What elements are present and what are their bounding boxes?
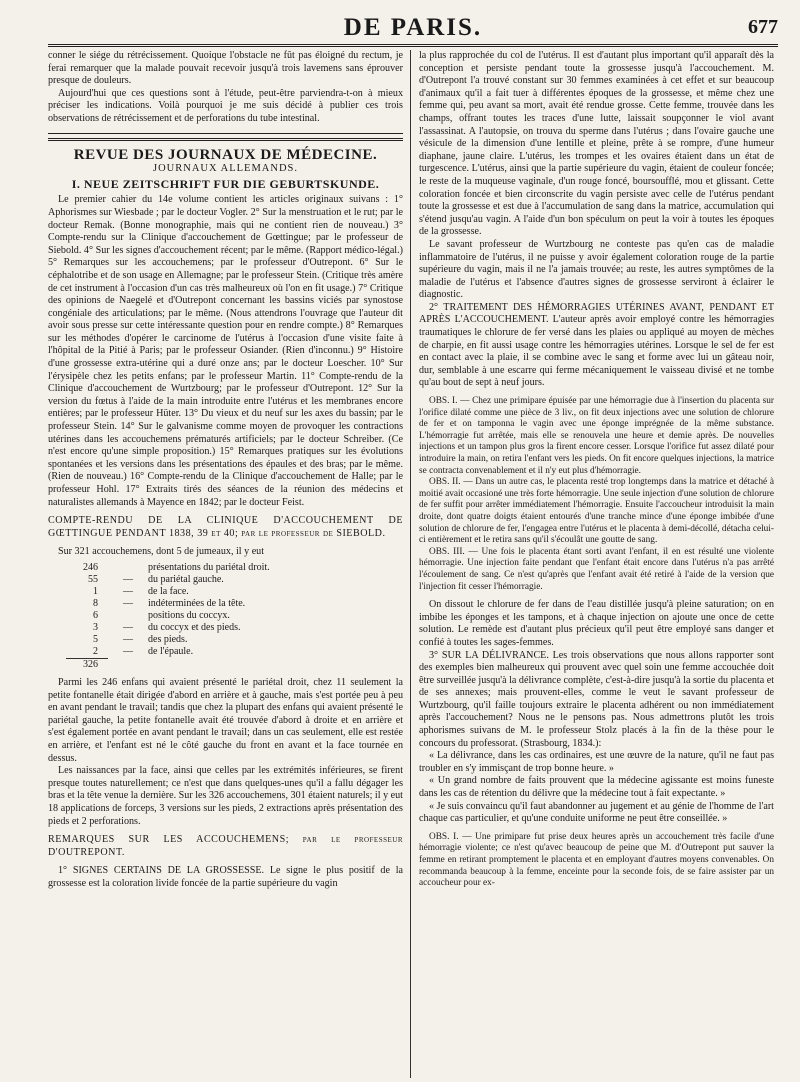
iron-chloride-paragraph: On dissout le chlorure de fer dans de l'eau distillée jusqu'à pleine saturation; on en imbibe les éponges et les tampons, et à chaque injection on ajoute une once de cette solution. Le remède est d'autant plus précieux qu'il peut être employé sans danger et confié à toutes les sages-femmes. (419, 599, 774, 648)
presentation-statistics (66, 562, 403, 671)
stat-row: 1 — de la face. (93, 585, 189, 597)
page-title: DE PARIS. (343, 14, 483, 41)
section-double-divider (48, 138, 403, 141)
aphorism-1: « La délivrance, dans les cas ordinaires, est une œuvre de la nature, qu'il ne faut pas troubler en s'y immisçant de trop bonne heure. » (419, 750, 774, 774)
review-subtitle: JOURNAUX ALLEMANDS. (152, 163, 298, 175)
article-columns (48, 50, 778, 1078)
fontanelle-paragraph: Parmi les 246 enfans qui avaient présenté le pariétal droit, chez 11 seulement la petite fontanelle était dirigée d'abord en arrière et à gauche, mais s'est portée peu à peu en avant pendant le travail; tandis que chez la plupart des enfans qui avaient présenté le pariétal gauche, la petite fontanelle avait été trouvée d'abord à droite et en arrière et s'est également portée en avant pendant le travail; dans un cas seulement, elle est restée en arrière, et l'enfant est né le côté gauche du front en avant et la face tournée en dessus. (48, 676, 403, 764)
stat-row: 5 — des pieds. (93, 633, 188, 645)
aphorism-3: « Je suis convaincu qu'il faut abandonner au jugement et au génie de l'homme de l'art chaque cas particulier, et qu'une conduite uniforme ne peut être conseillée. » (419, 800, 774, 825)
right-column (410, 50, 774, 1078)
remarks-heading: REMARQUES SUR LES ACCOUCHEMENS; par le professeur D'OUTREPONT. (48, 834, 403, 858)
stat-row: 246 présentations du pariétal droit. (83, 561, 270, 573)
section-divider (48, 133, 403, 134)
review-title: REVUE DES JOURNAUX DE MÉDECINE. (73, 146, 378, 163)
observation-3: OBS. III. — Une fois le placenta étant sorti avant l'enfant, il en est résulté une violente hémorragie. Une injection faite pendant que l'enfant était encore dans l'utérus n'a pas arrêté l'écoulement de sang. Ce n'est qu'après que l'enfant avait été retiré à l'aide de la version que l'injection fit cesser l'hémorragie. (419, 546, 774, 592)
births-paragraph: Les naissances par la face, ainsi que celles par les extrémités inférieures, se firent presque toutes naturellement; ce n'est que dans quelques-unes qu'il a fallu dégager les bras et la tête venue la dernière. Sur les 326 accouchemens, 301 étaient naturels; il y eut 18 applications de forceps, 3 versions sur les pieds, 2 extractions après présentation des pieds et 2 perforations. (48, 765, 403, 827)
hemorrhage-treatment-paragraph: 2° TRAITEMENT DES HÉMORRAGIES UTÉRINES AVANT, PENDANT ET APRÈS L'ACCOUCHEMENT. L'auteur après avoir employé contre les hémorragies traumatiques le chlorure de fer versé dans les plaies ou appliqué au moyen de mèches de charpie, en fit aussi usage contre les hémorragies utérines. Lorsque le sel de fer est en contact avec la plaie, il se combine avec le sang et forme avec lui un gâteau noir, dur, semblable à une escarre qui ferme mécaniquement le vaisseau divisé et ne tombe qu'au bout de sept à neuf jours. (419, 301, 774, 389)
diagnosis-paragraph: Le savant professeur de Wurtzbourg ne conteste pas qu'en cas de maladie inflammatoire de l'utérus, il ne puisse y avoir également coloration rouge de la partie supérieure du vagin, mais il ne l'a jamais trouvée; au reste, les autres symptômes de la maladie de l'utérus et l'absence d'autres signes de grossesse serviront à éclairer le diagnostic. (419, 238, 774, 301)
intro-paragraph-2: Aujourd'hui que ces questions sont à l'étude, peut-être parviendra-t-on à mieux préciser les indications. Voilà pourquoi je me suis décidé à publier ces trois observations de rétrécissement et de perforations du tube intestinal. (48, 87, 403, 124)
stats-intro: Sur 321 accouchemens, dont 5 de jumeaux, il y eut (58, 546, 265, 558)
aphorism-2: « Un grand nombre de faits prouvent que la médecine agissante est moins funeste dans les cas de rétention du délivre que la médecine tout à fait expectante. » (419, 775, 774, 800)
observation-2: OBS. II. — Dans un autre cas, le placenta resté trop longtemps dans la matrice et détaché à moitié avait occasioné une très forte hémorragie. Une seule injection d'une solution de chlorure de fer suffit pour arrêter immédiatement l'hémorragie. Ensuite l'accoucheur introduisit la main droite, dont quatre doigts étaient entourés d'une tranche mince d'une éponge imbibée d'une solution de chlorure de fer, l'engagea entre l'utérus et le placenta à demi-décollé, détacha celui-ci entièrement et le retira sans qu'il s'écoulât une goutte de sang. (419, 477, 774, 546)
page-number: 677 (748, 16, 778, 38)
vagina-coloration-paragraph: la plus rapprochée du col de l'utérus. Il est d'autant plus important qu'il apparaît dès la conception et persiste pendant toute la grossesse jusqu'à l'accouchement. M. d'Outrepont l'a trouvé constant sur 30 femmes examinées à cet effet et sur beaucoup d'animaux qu'il a fait tuer à différentes époques de la grossesse, et même chez une femme qui, peu avant sa mort, avait été rendue grosse. Cette femme, trouvée dans les champs, offrant toutes les traces d'une lutte, laissait soupçonner le viol avant l'assassinat. A l'autopsie, on trouva du sperme dans l'utérus ; dans l'ovaire gauche une vésicule de la dimension d'une lentille et pleine, prête à se rompre, d'une humeur diaphane, jaune claire. L'utérus, les trompes et les ovaires étaient dans un état de turgescence. L'utérus, ainsi que la partie supérieure du vagin, étaient de couleur foncée; le reste de la muqueuse vaginale, d'un rouge foncé, boursoufflé, mou et glissant. Cette coloration foncée et bien circonscrite du vagin persiste avec celle de l'utérus pendant toute la grossesse et est due à l'accumulation de sang dans la matrice, accumulation qui s'étend jusqu'au vagin. A l'aide d'un bon spéculum on peut la voir à toutes les époques de la grossesse. (419, 50, 774, 238)
stat-row: 6 positions du coccyx. (93, 609, 230, 621)
delivery-observation-1: OBS. I. — Une primipare fut prise deux heures après un accouchement très facile d'une hémorragie violente; ce n'est qu'avec beaucoup de peine que M. d'Outrepont put sauver la femme en retirant promptement le placenta et en employant d'autres moyens convenables. On recommanda beaucoup à la femme, enceinte pour la seconde fois, de se faire assister par un accoucheur pour ex- (419, 831, 774, 889)
stat-row: 8 — indéterminées de la tête. (93, 597, 246, 609)
left-column (48, 50, 410, 1078)
stat-row: 55 — du pariétal gauche. (88, 573, 224, 585)
page-header (48, 10, 778, 47)
journal-contents-paragraph: Le premier cahier du 14e volume contient les articles originaux suivans : 1° Aphorismes sur Wiesbade ; par le docteur Vogler. 2° Sur la menstruation et le rut; par le docteur Remak. (Bonne monographie, mais qui ne contient rien de nouveau.) 3° Compte-rendu sur la Clinique d'accouchement de Gœttingue; par le professeur de Siebold. 4° Sur les signes d'accouchement récent; par le même. (Rapport médico-légal.) 5° Remarques sur les accouchemens; par le professeur d'Outrepont. 6° Sur le céphalotribe et de son usage en Allemagne; par le professeur Stein. (Critique très amère de cet instrument à l'occasion d'un cas très malheureux où l'on en fit usage.) 7° Critique des opinions de Naegelé et d'Outrepont concernant les bassins viciés par synostose congéniale des articulations; par le même. (Nous attendrons l'ouvrage que l'auteur dit avoir sous presse sur cette intéressante question pour en rendre compte.) 8° Remarques sur les méthodes d'opérer le carcinome de l'utérus à l'occasion d'une visite faite à l'hôpital de la Pitié à Paris; par le professeur Osiander. (Rien d'inconnu.) 9° Histoire d'une grossesse extra-utérine qui a duré onze ans; par le docteur Loescher. 10° Sur l'érysipèle chez les petits enfans; par le professeur Martin. 11° Compte-rendu de la Clinique d'accouchement de Wurtzbourg; par le professeur d'Outrepont. 12° Sur la version du fœtus à l'aide de la main introduite entre l'utérus et les membranes encore entières; par le professeur Hüter. 13° Du vieux et du neuf sur les axes du bassin; par le professeur Stein. 14° Sur le galvanisme comme moyen de provoquer les contractions utérines dans les accouchemens prématurés artificiels; par le docteur Schreiber. (Ce n'est encore qu'une simple proposition.) 15° Remarques pratiques sur les évolutions spontanées et les versions dans les présentations des épaules et des bras; par le même. (Rien de nouveau.) 16° Compte-rendu de la Clinique d'accouchement de Halle; par le professeur Hohl. 17° Extraits tirés des séances de la réunion des médecins et naturalistes allemands à Mayence en 1842; par le docteur Feist. (48, 194, 403, 508)
stat-total-row (66, 658, 403, 671)
clinic-report-heading: COMPTE-RENDU DE LA CLINIQUE D'ACCOUCHEMENT DE GŒTTINGUE PENDANT 1838, 39 et 40; par le professeur de SIEBOLD. (48, 515, 403, 539)
observation-1: OBS. I. — Chez une primipare épuisée par une hémorragie due à l'insertion du placenta sur l'orifice dilaté comme une pièce de 3 liv., on fit deux injections avec une solution de chlorure de fer et on tamponna le vagin avec une éponge imprégnée de la même substance. L'hémorragie fut arrêtée, mais elle se renouvela une heure et demie après. De nouvelles injections et un tampon plus gros la firent encore cesser. Lorsque l'orifice fut assez dilaté pour introduire la main, on retira l'enfant vers les pieds. On fit encore quelques injections, la matrice se contracta convenablement et il n'y eut plus d'hémorragie. (419, 396, 774, 476)
journal-heading: I. NEUE ZEITSCHRIFT FUR DIE GEBURTSKUNDE. (71, 176, 380, 191)
pregnancy-signs-paragraph: 1° SIGNES CERTAINS DE LA GROSSESSE. Le signe le plus positif de la grossesse est la coloration livide foncée de la partie supérieure du vagin (48, 865, 403, 889)
stats-total: 326 (66, 658, 108, 671)
stat-row: 3 — du coccyx et des pieds. (93, 621, 241, 633)
stat-row: 2 — de l'épaule. (93, 645, 194, 657)
intro-paragraph-1: conner le siége du rétrécissement. Quoique l'obstacle ne fût pas éloigné du rectum, je ferai remarquer que la malade pouvait recevoir jusqu'à trois lavemens sans éprouver presque de douleurs. (48, 50, 403, 87)
delivery-paragraph: 3° SUR LA DÉLIVRANCE. Les trois observations que nous allons rapporter sont des exemples bien malheureux qui prouvent avec quel soin une femme accouchée doit être surveillée jusqu'à la délivrance complète, c'est-à-dire jusqu'à la sortie du placenta et de ses annexes; mais prouvent-elles, comme le veut le savant professeur de Wurtzbourg, qu'il faille toujours extraire le placenta adhérent ou non immédiatement après l'accouchement? Nous ne le pensons pas. Nous admettrons plutôt les trois aphorismes suivans de M. le professeur Stolz placés à la fin de la thèse pour le concours du professorat. (Strasbourg, 1834.): (419, 649, 774, 749)
